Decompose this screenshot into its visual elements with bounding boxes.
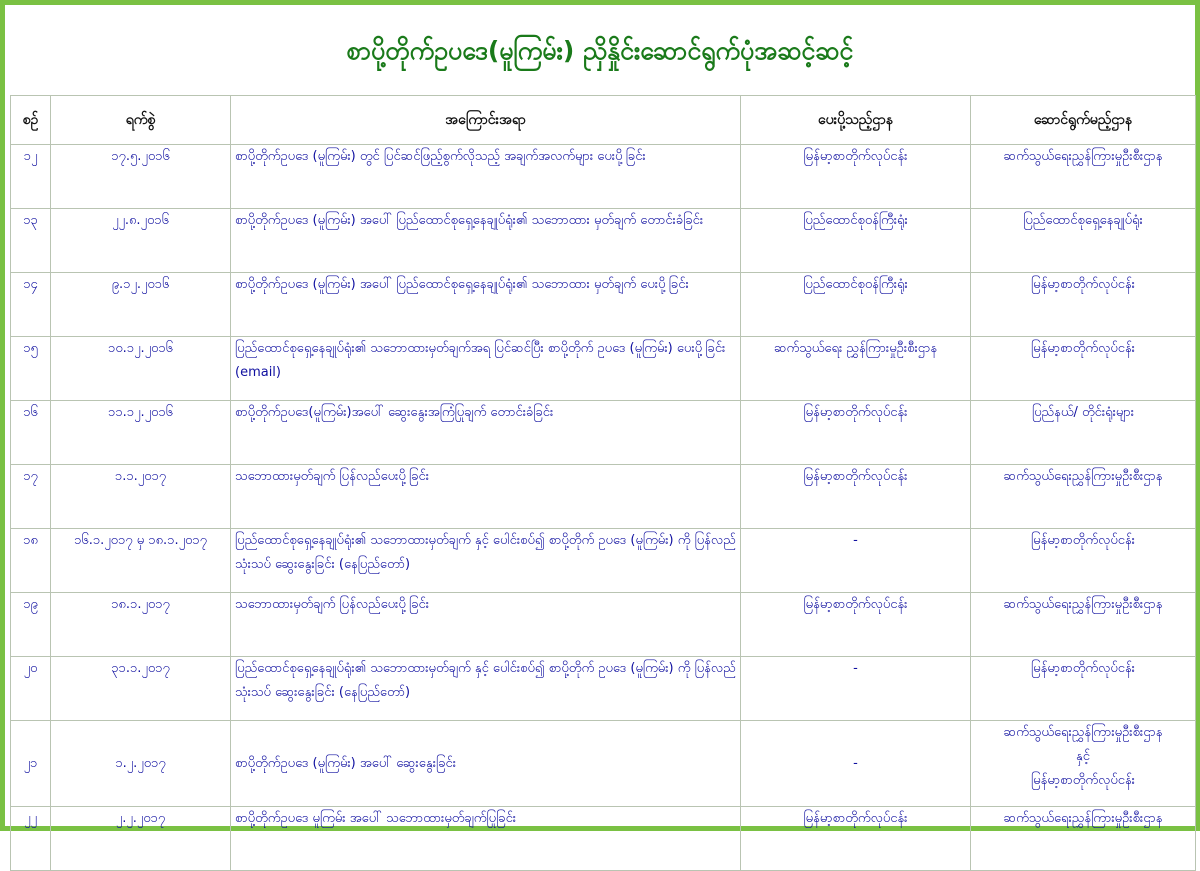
row-no-cell: ၁၂ — [11, 145, 51, 209]
handler-line: ဆက်သွယ်ရေးညွှန်ကြားမှုဦးစီးဌာန — [1003, 725, 1163, 740]
handler-line: ဆက်သွယ်ရေးညွှန်ကြားမှုဦးစီးဌာန — [1003, 811, 1163, 826]
handler-line: မြန်မာ့စာတိုက်လုပ်ငန်း — [1031, 277, 1135, 292]
row-date-cell: ၂၂.၈.၂၀၁၆ — [51, 209, 231, 273]
row-subject-cell: ပြည်ထောင်စုရှေ့နေချုပ်ရုံး၏ သဘောထားမှတ်ချက် နှင့် ပေါင်းစပ်၍ စာပို့တိုက် ဥပဒေ (မူကြမ်း) ကို ပြန်လည် သုံးသပ် ဆွေးနွေးခြင်း (နေပြည်တော်) — [231, 657, 741, 721]
row-sender-cell: မြန်မာ့စာတိုက်လုပ်ငန်း — [741, 401, 971, 465]
column-header-subject: အကြောင်းအရာ — [231, 96, 741, 145]
page-title: စာပို့တိုက်ဥပဒေ(မူကြမ်း) ညှိနှိုင်းဆောင်ရွက်ပုံအဆင့်ဆင့် — [346, 36, 854, 65]
column-header-date: ရက်စွဲ — [51, 96, 231, 145]
table-row — [11, 273, 1196, 337]
handler-line: မြန်မာ့စာတိုက်လုပ်ငန်း — [1031, 773, 1135, 788]
row-date-cell: ၂.၂.၂၀၁၇ — [51, 807, 231, 871]
row-no-cell: ၁၄ — [11, 273, 51, 337]
handler-line: ပြည်နယ်/ တိုင်းရုံးများ — [1031, 405, 1135, 420]
row-subject-cell: စာပို့တိုက်ဥပဒေ (မူကြမ်း) အပေါ် ဆွေးနွေးခြင်း — [231, 721, 741, 807]
row-handler-cell — [971, 593, 1196, 657]
row-subject-cell: သဘောထားမှတ်ချက် ပြန်လည်ပေးပို့ခြင်း — [231, 593, 741, 657]
row-subject-cell: စာပို့တိုက်ဥပဒေ မူကြမ်း အပေါ် သဘောထားမှတ်ချက်ပြုခြင်း — [231, 807, 741, 871]
row-no-cell: ၂၂ — [11, 807, 51, 871]
row-subject-cell: စာပို့တိုက်ဥပဒေ (မူကြမ်း) တွင် ပြင်ဆင်ဖြည့်စွက်လိုသည့် အချက်အလက်များ ပေးပို့ခြင်း — [231, 145, 741, 209]
table-body — [11, 145, 1196, 871]
handler-line: မြန်မာ့စာတိုက်လုပ်ငန်း — [1031, 341, 1135, 356]
handler-line: မြန်မာ့စာတိုက်လုပ်ငန်း — [1031, 533, 1135, 548]
row-sender-cell: မြန်မာ့စာတိုက်လုပ်ငန်း — [741, 593, 971, 657]
row-sender-cell: မြန်မာ့စာတိုက်လုပ်ငန်း — [741, 145, 971, 209]
table-row — [11, 807, 1196, 871]
row-handler-cell — [971, 657, 1196, 721]
row-date-cell: ၁၆.၁.၂၀၁၇ မှ ၁၈.၁.၂၀၁၇ — [51, 529, 231, 593]
column-header-handler: ဆောင်ရွက်မည့်ဌာန — [971, 96, 1196, 145]
row-sender-cell: ဆက်သွယ်ရေး ညွှန်ကြားမှုဦးစီးဌာန — [741, 337, 971, 401]
table-row — [11, 209, 1196, 273]
row-handler-cell — [971, 209, 1196, 273]
table-row — [11, 721, 1196, 807]
row-handler-cell — [971, 721, 1196, 807]
row-date-cell: ၁.၂.၂၀၁၇ — [51, 721, 231, 807]
table-row — [11, 657, 1196, 721]
row-no-cell: ၁၇ — [11, 465, 51, 529]
row-handler-cell — [971, 273, 1196, 337]
row-date-cell: ၁၁.၁၂.၂၀၁၆ — [51, 401, 231, 465]
table-header-row — [11, 96, 1196, 145]
row-date-cell: ၁.၁.၂၀၁၇ — [51, 465, 231, 529]
column-header-no: စဉ် — [11, 96, 51, 145]
row-no-cell: ၂၀ — [11, 657, 51, 721]
progress-table — [10, 95, 1196, 871]
table-row — [11, 401, 1196, 465]
table-row — [11, 465, 1196, 529]
row-sender-cell: - — [741, 529, 971, 593]
row-sender-cell: ပြည်ထောင်စုဝန်ကြီးရုံး — [741, 273, 971, 337]
row-subject-cell: စာပို့တိုက်ဥပဒေ(မူကြမ်း)အပေါ် ဆွေးနွေးအကြံပြုချက် တောင်းခံခြင်း — [231, 401, 741, 465]
handler-line: မြန်မာ့စာတိုက်လုပ်ငန်း — [1031, 661, 1135, 676]
row-date-cell: ၃၁.၁.၂၀၁၇ — [51, 657, 231, 721]
row-subject-cell: စာပို့တိုက်ဥပဒေ (မူကြမ်း) အပေါ် ပြည်ထောင်စုရှေ့နေချုပ်ရုံး၏ သဘောထား မှတ်ချက် တောင်းခံခြင်း — [231, 209, 741, 273]
table-row — [11, 145, 1196, 209]
row-handler-cell — [971, 401, 1196, 465]
row-sender-cell: မြန်မာ့စာတိုက်လုပ်ငန်း — [741, 465, 971, 529]
row-subject-cell: ပြည်ထောင်စုရှေ့နေချုပ်ရုံး၏ သဘောထားမှတ်ချက် နှင့် ပေါင်းစပ်၍ စာပို့တိုက် ဥပဒေ (မူကြမ်း) ကို ပြန်လည် သုံးသပ် ဆွေးနွေးခြင်း (နေပြည်တော်) — [231, 529, 741, 593]
row-date-cell: ၁၈.၁.၂၀၁၇ — [51, 593, 231, 657]
row-handler-cell — [971, 145, 1196, 209]
row-handler-cell — [971, 807, 1196, 871]
row-handler-cell — [971, 529, 1196, 593]
row-date-cell: ၁၀.၁၂.၂၀၁၆ — [51, 337, 231, 401]
handler-line: နှင့် — [1076, 749, 1090, 764]
row-handler-cell — [971, 337, 1196, 401]
row-no-cell: ၁၈ — [11, 529, 51, 593]
handler-line: ဆက်သွယ်ရေးညွှန်ကြားမှုဦးစီးဌာန — [1003, 469, 1163, 484]
row-subject-cell: သဘောထားမှတ်ချက် ပြန်လည်ပေးပို့ခြင်း — [231, 465, 741, 529]
table-row — [11, 593, 1196, 657]
row-no-cell: ၂၁ — [11, 721, 51, 807]
row-no-cell: ၁၃ — [11, 209, 51, 273]
row-sender-cell: - — [741, 657, 971, 721]
row-date-cell: ၁၇.၅.၂၀၁၆ — [51, 145, 231, 209]
row-handler-cell — [971, 465, 1196, 529]
table-row — [11, 529, 1196, 593]
handler-line: ဆက်သွယ်ရေးညွှန်ကြားမှုဦးစီးဌာန — [1003, 597, 1163, 612]
row-no-cell: ၁၉ — [11, 593, 51, 657]
row-sender-cell: မြန်မာ့စာတိုက်လုပ်ငန်း — [741, 807, 971, 871]
row-sender-cell: ပြည်ထောင်စုဝန်ကြီးရုံး — [741, 209, 971, 273]
handler-line: ဆက်သွယ်ရေးညွှန်ကြားမှုဦးစီးဌာန — [1003, 149, 1163, 164]
row-subject-cell: ပြည်ထောင်စုရှေ့နေချုပ်ရုံး၏ သဘောထားမှတ်ချက်အရ ပြင်ဆင်ပြီး စာပို့တိုက် ဥပဒေ (မူကြမ်း) ပေးပို့ခြင်း (email) — [231, 337, 741, 401]
table-row — [11, 337, 1196, 401]
row-subject-cell: စာပို့တိုက်ဥပဒေ (မူကြမ်း) အပေါ် ပြည်ထောင်စုရှေ့နေချုပ်ရုံး၏ သဘောထား မှတ်ချက် ပေးပို့ခြင်း — [231, 273, 741, 337]
column-header-sender: ပေးပို့သည့်ဌာန — [741, 96, 971, 145]
handler-line: ပြည်ထောင်စုရှေ့နေချုပ်ရုံး — [1023, 213, 1143, 228]
row-sender-cell: - — [741, 721, 971, 807]
row-date-cell: ၉.၁၂.၂၀၁၆ — [51, 273, 231, 337]
row-no-cell: ၁၆ — [11, 401, 51, 465]
row-no-cell: ၁၅ — [11, 337, 51, 401]
